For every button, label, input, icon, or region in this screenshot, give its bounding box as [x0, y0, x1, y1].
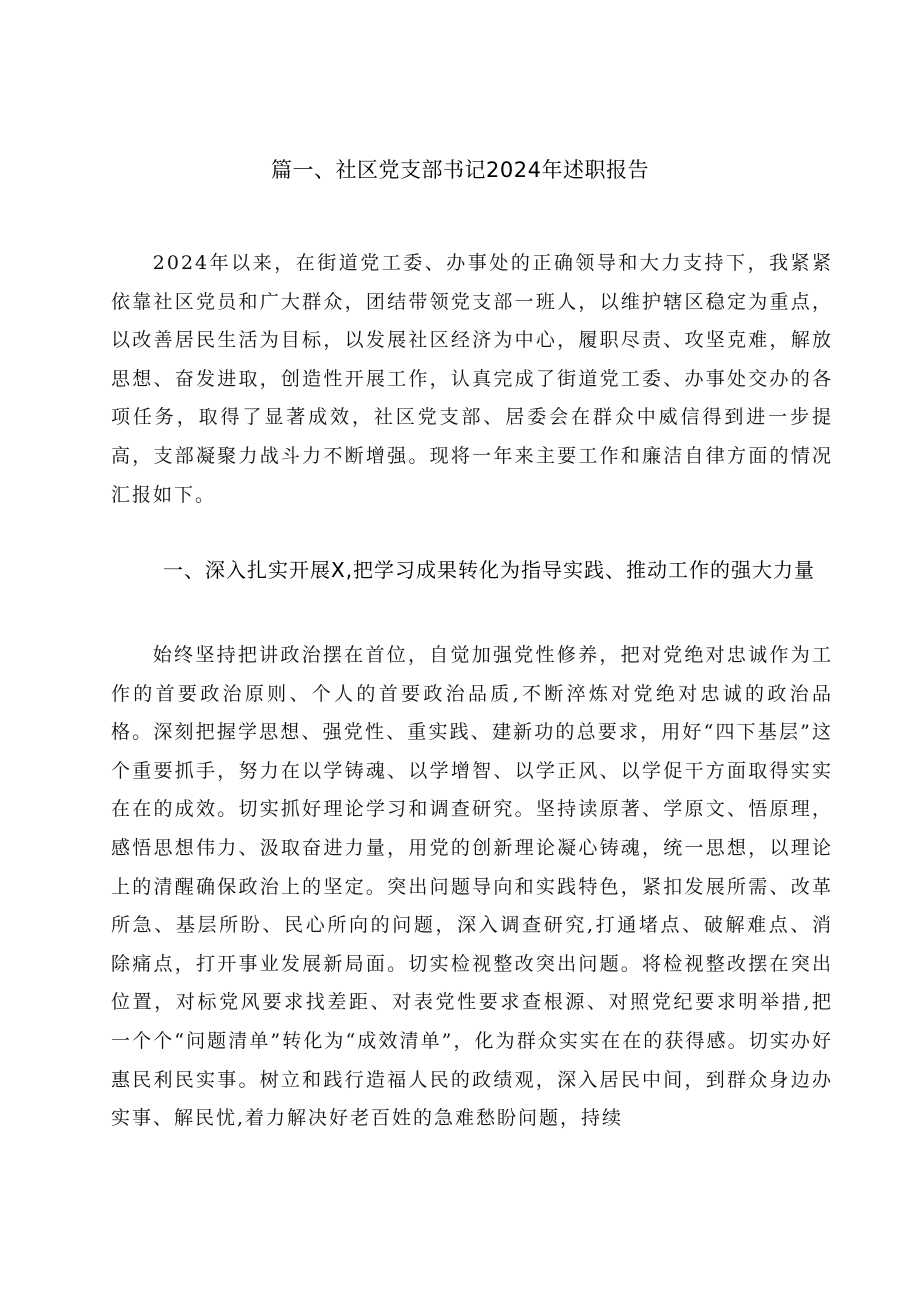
document-title: 篇一、社区党支部书记2024年述职报告: [271, 158, 649, 182]
section-paragraph: 始终坚持把讲政治摆在首位，自觉加强党性修养，把对党绝对忠诚作为工作的首要政治原则、个人的首要政治品质,不断淬炼对党绝对忠诚的政治品格。深刻把握学思想、强党性、重实践、建新功的总要求，用好“四下基层”这个重要抓手，努力在以学铸魂、以学增智、以学正风、以学促干方面取得实实在在的成效。切实抓好理论学习和调查研究。坚持读原著、学原文、悟原理，感悟思想伟力、汲取奋进力量，用党的创新理论凝心铸魂，统一思想，以理论上的清醒确保政治上的坚定。突出问题导向和实践特色，紧扣发展所需、改革所急、基层所盼、民心所向的问题，深入调查研究,打通堵点、破解难点、消除痛点，打开事业发展新局面。切实检视整改突出问题。将检视整改摆在突出位置，对标党风要求找差距、对表党性要求查根源、对照党纪要求明举措,把一个个“问题清单”转化为“成效清单”，化为群众实实在在的获得感。切实办好惠民利民实事。树立和践行造福人民的政绩观，深入居民中间，到群众身边办实事、解民忧,着力解决好老百姓的急难愁盼问题，持续: [111, 644, 833, 1130]
intro-paragraph: 2024年以来，在街道党工委、办事处的正确领导和大力支持下，我紧紧依靠社区党员和广大群众，团结带领党支部一班人，以维护辖区稳定为重点，以改善居民生活为目标，以发展社区经济为中心，履职尽责、攻坚克难，解放思想、奋发进取，创造性开展工作，认真完成了街道党工委、办事处交办的各项任务，取得了显著成效，社区党支部、居委会在群众中威信得到进一步提高，支部凝聚力战斗力不断增强。现将一年来主要工作和廉洁自律方面的情况汇报如下。: [111, 252, 833, 506]
section-heading: 一、深入扎实开展X,把学习成果转化为指导实践、推动工作的强大力量: [163, 558, 816, 582]
